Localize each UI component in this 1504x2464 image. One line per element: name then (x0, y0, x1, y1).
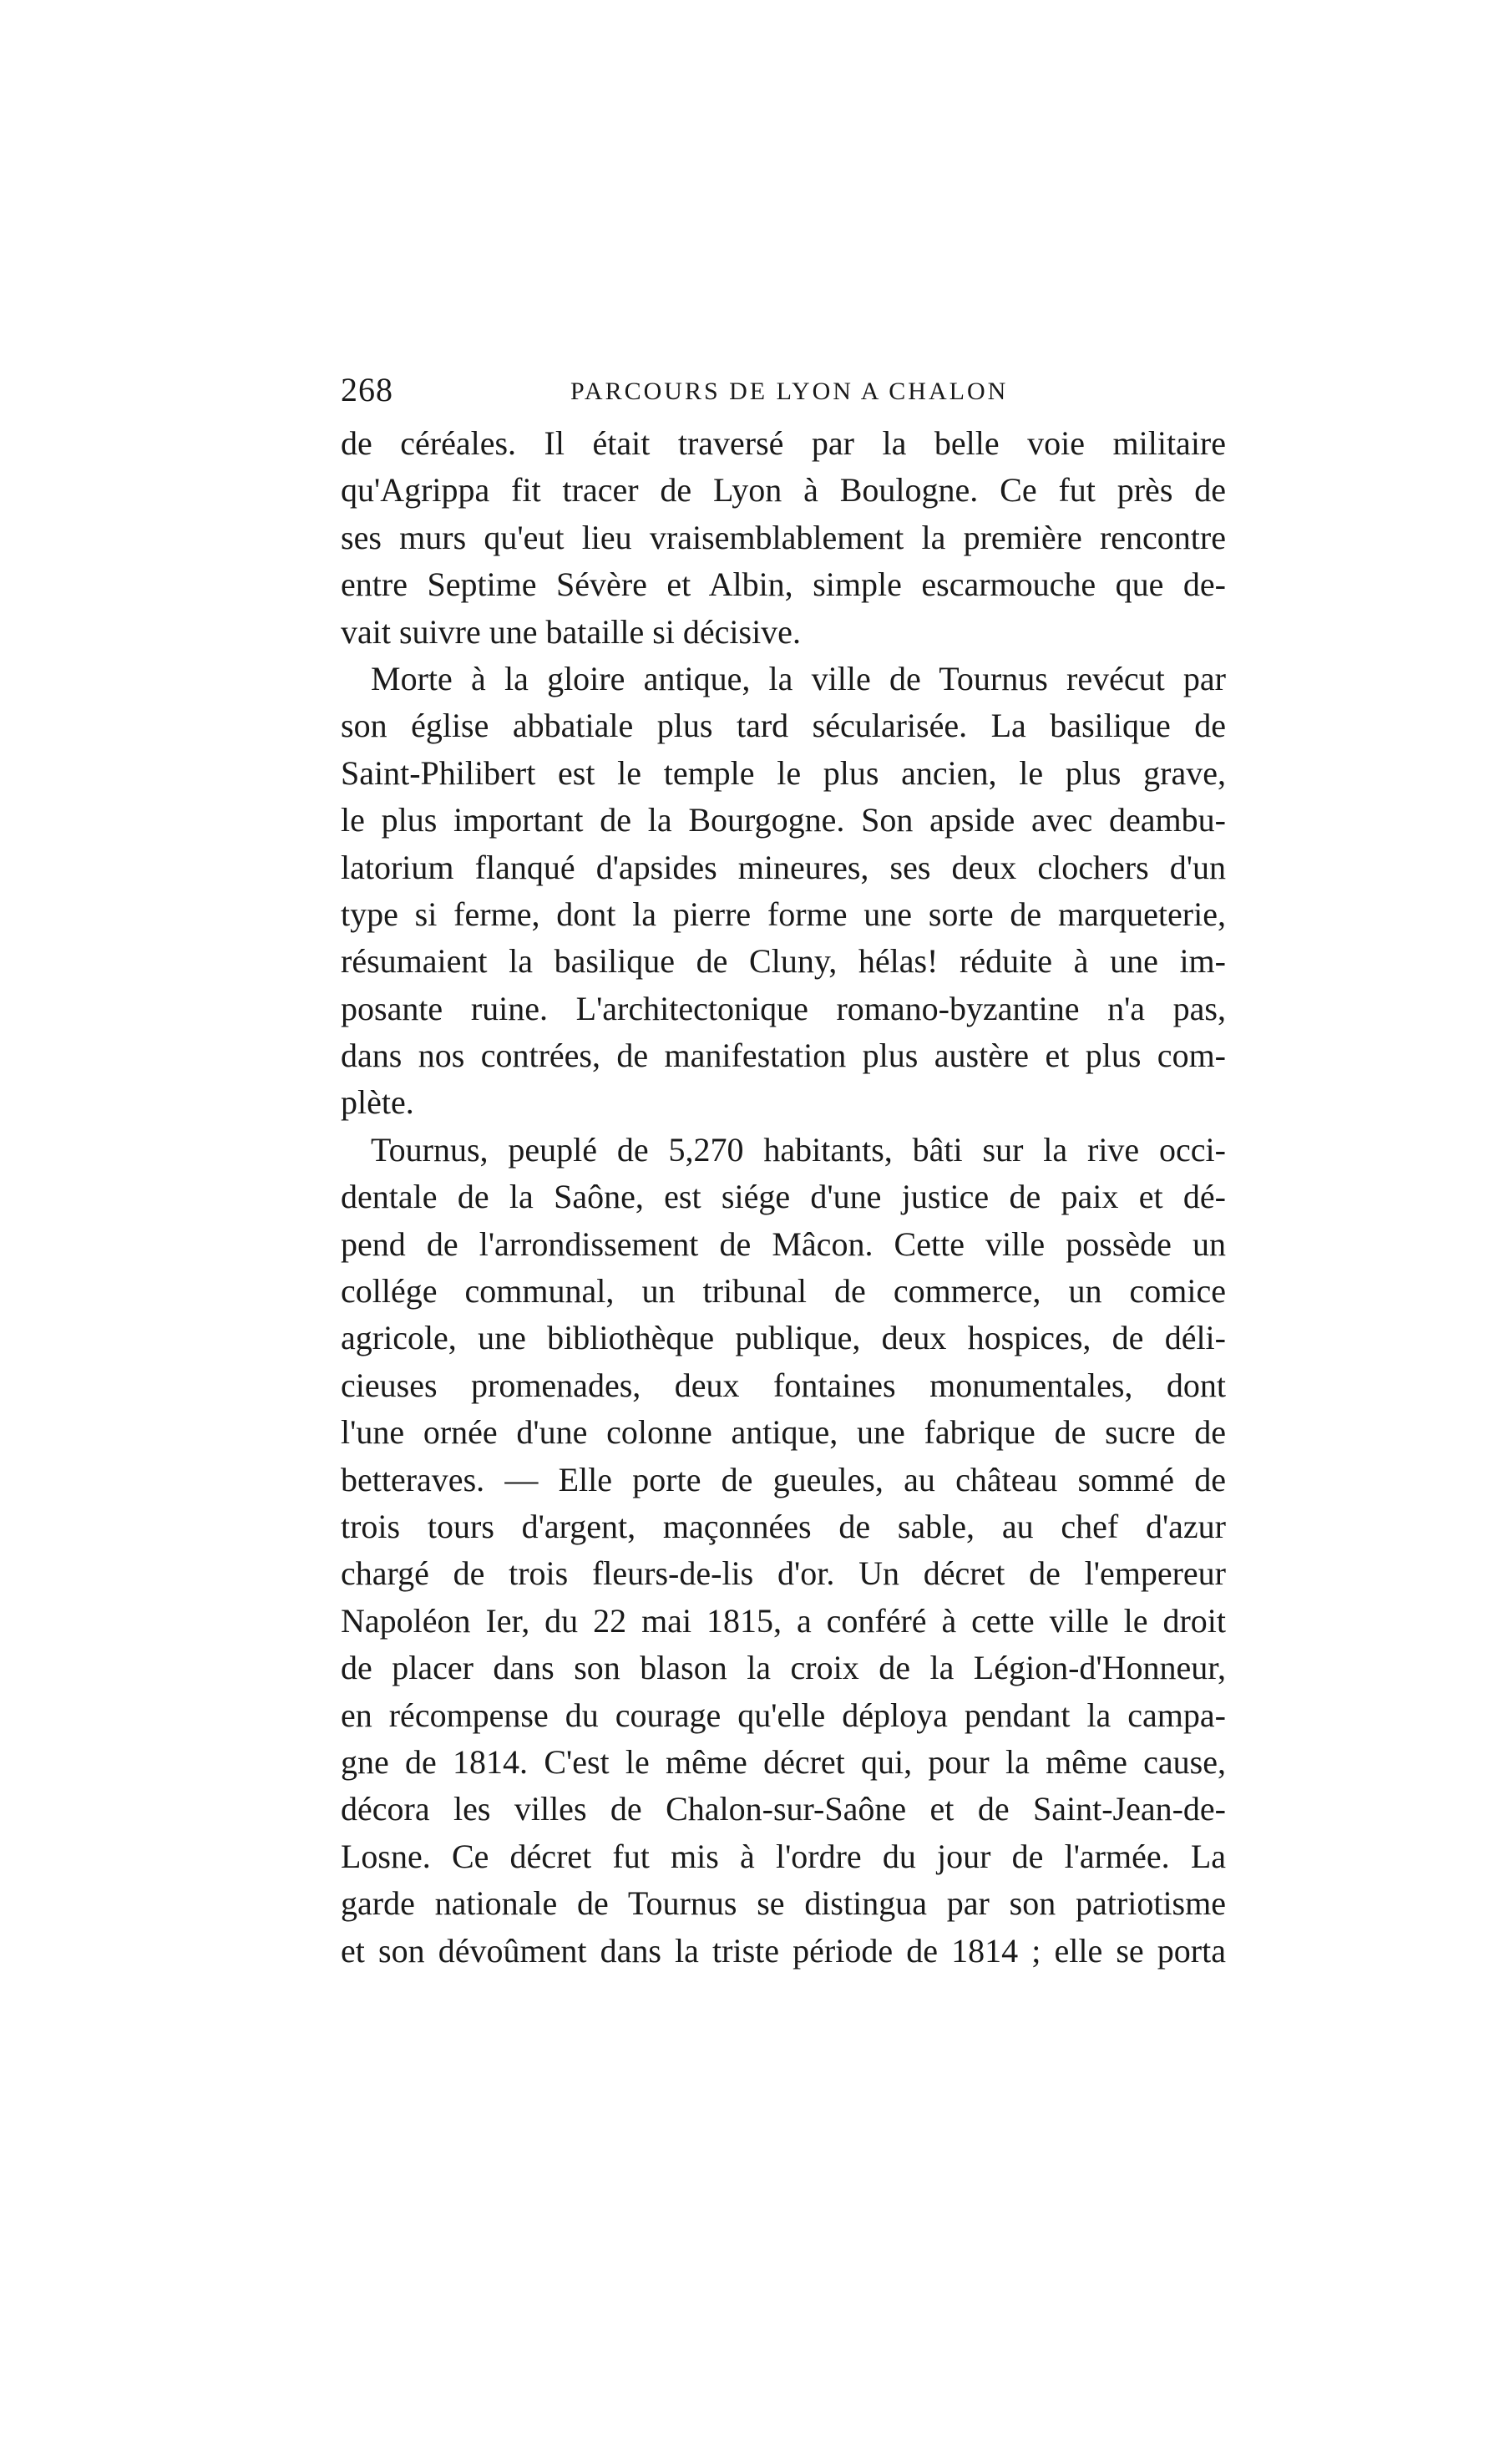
text-line: son église abbatiale plus tard sécularisée. La basilique de (341, 707, 1226, 745)
text-line: Tournus, peuplé de 5,270 habitants, bâti sur la rive occi- (371, 1130, 1226, 1169)
text-line: Napoléon Ier, du 22 mai 1815, a conféré à cette ville le droit (341, 1601, 1226, 1640)
paragraph-tournus (341, 1127, 1226, 1975)
text-line: le plus important de la Bourgogne. Son apside avec deambu- (341, 801, 1226, 839)
text-line: qu'Agrippa fit tracer de Lyon à Boulogne. Ce fut près de (341, 471, 1226, 510)
paragraph-continuation (341, 420, 1226, 656)
text-line: en récompense du courage qu'elle déploya pendant la campa- (341, 1696, 1226, 1734)
text-line: collége communal, un tribunal de commerce, un comice (341, 1272, 1226, 1311)
paragraph-abbey (341, 656, 1226, 1127)
text-line: décora les villes de Chalon-sur-Saône et de Saint-Jean-de- (341, 1790, 1226, 1828)
text-line: Losne. Ce décret fut mis à l'ordre du jour de l'armée. La (341, 1837, 1226, 1875)
text-line: latorium flanqué d'apsides mineures, ses deux clochers d'un (341, 848, 1226, 886)
text-line: dentale de la Saône, est siége d'une justice de paix et dé- (341, 1178, 1226, 1216)
text-line: dans nos contrées, de manifestation plus austère et plus com- (341, 1037, 1226, 1075)
text-line: posante ruine. L'architectonique romano-byzantine n'a pas, (341, 989, 1226, 1027)
text-line: pend de l'arrondissement de Mâcon. Cette ville possède un (341, 1224, 1226, 1263)
text-line: vait suivre une bataille si décisive. (341, 612, 801, 651)
text-line: garde nationale de Tournus se distingua par son patriotisme (341, 1884, 1226, 1923)
text-line: résumaient la basilique de Cluny, hélas! réduite à une im- (341, 942, 1226, 981)
text-line: betteraves. — Elle porte de gueules, au château sommé de (341, 1460, 1226, 1498)
text-line: Saint-Philibert est le temple le plus ancien, le plus grave, (341, 753, 1226, 792)
text-line: cieuses promenades, deux fontaines monumentales, dont (341, 1366, 1226, 1404)
text-line: trois tours d'argent, maçonnées de sable, au chef d'azur (341, 1507, 1226, 1545)
text-line: Morte à la gloire antique, la ville de Tournus revécut par (371, 659, 1226, 697)
text-line: l'une ornée d'une colonne antique, une fabrique de sucre de (341, 1413, 1226, 1452)
text-line: et son dévoûment dans la triste période de 1814 ; elle se porta (341, 1931, 1226, 1970)
page-header (341, 369, 1226, 411)
text-line: ses murs qu'eut lieu vraisemblablement la première rencontre (341, 518, 1226, 556)
text-line: gne de 1814. C'est le même décret qui, pour la même cause, (341, 1742, 1226, 1781)
text-line: type si ferme, dont la pierre forme une sorte de marqueterie, (341, 895, 1226, 933)
text-line: agricole, une bibliothèque publique, deux hospices, de déli- (341, 1319, 1226, 1357)
text-line: de placer dans son blason la croix de la Légion-d'Honneur, (341, 1649, 1226, 1687)
body-text (341, 420, 1226, 1975)
page-number: 268 (341, 371, 393, 408)
text-line: entre Septime Sévère et Albin, simple escarmouche que de- (341, 565, 1226, 604)
text-line: chargé de trois fleurs-de-lis d'or. Un décret de l'empereur (341, 1554, 1226, 1593)
text-line: de céréales. Il était traversé par la belle voie militaire (341, 424, 1226, 462)
running-title: PARCOURS DE LYON A CHALON (570, 378, 1009, 405)
text-line: plète. (341, 1083, 414, 1122)
